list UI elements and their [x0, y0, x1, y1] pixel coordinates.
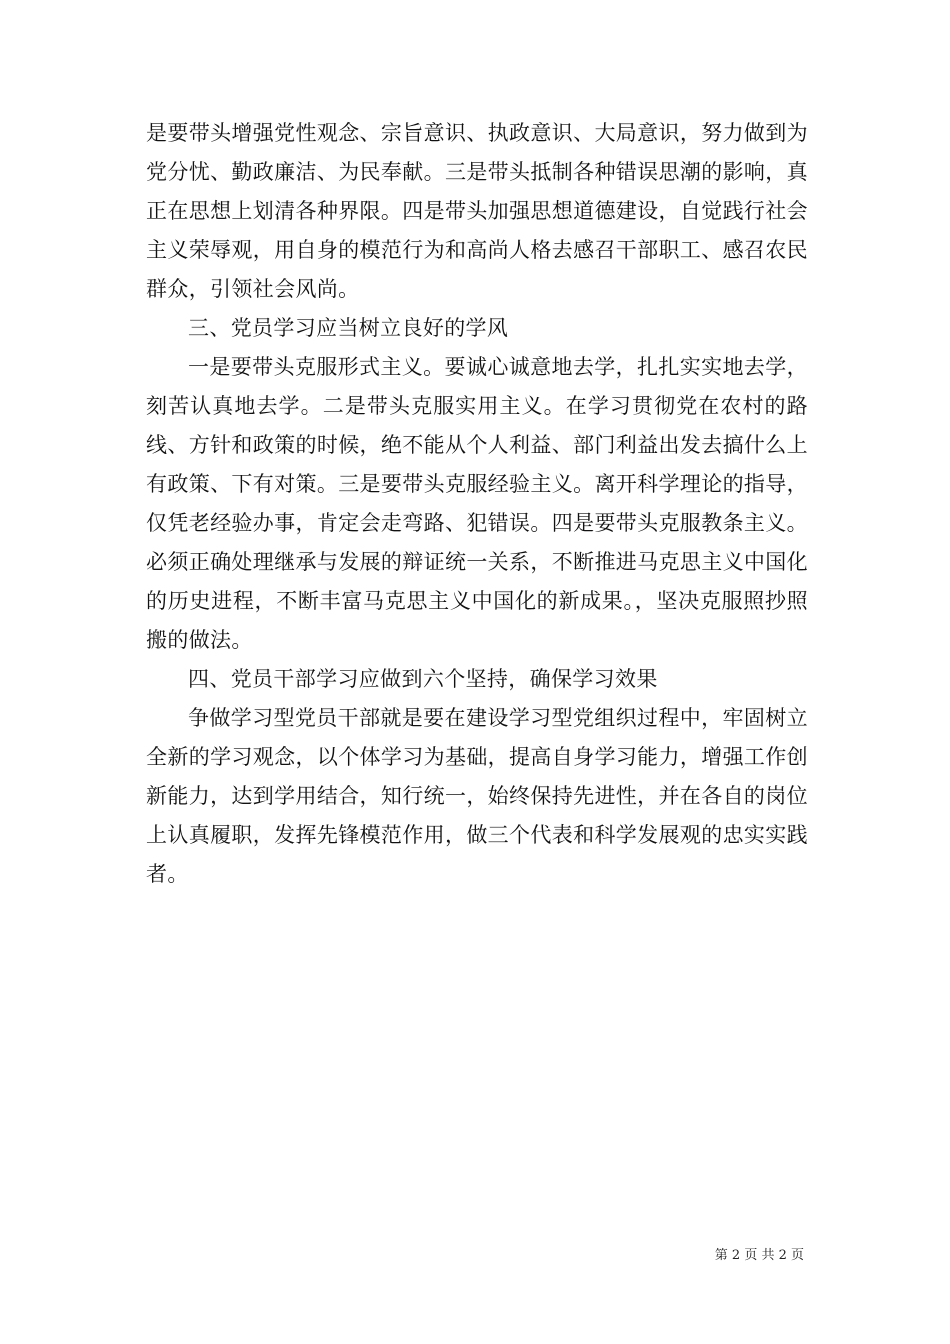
document-body — [146, 114, 808, 894]
page-number-footer: 第 2 页 共 2 页 — [714, 1248, 804, 1263]
body-paragraph-2: 一是要带头克服形式主义。要诚心诚意地去学，扎扎实实地去学，刻苦认真地去学。二是带头克服实用主义。在学习贯彻党在农村的路线、方针和政策的时候，绝不能从个人利益、部门利益出发去搞什么上有政策、下有对策。三是要带头克服经验主义。离开科学理论的指导，仅凭老经验办事，肯定会走弯路、犯错误。四是要带头克服教条主义。必须正确处理继承与发展的辩证统一关系，不断推进马克思主义中国化的历史进程，不断丰富马克思主义中国化的新成果。，坚决克服照抄照搬的做法。 — [146, 355, 808, 652]
body-paragraph-3: 争做学习型党员干部就是要在建设学习型党组织过程中，牢固树立全新的学习观念，以个体学习为基础，提高自身学习能力，增强工作创新能力，达到学用结合，知行统一，始终保持先进性，并在各自的岗位上认真履职，发挥先锋模范作用，做三个代表和科学发展观的忠实实践者。 — [146, 706, 808, 886]
section-heading-3: 三、党员学习应当树立良好的学风 — [188, 316, 509, 340]
section-heading-4: 四、党员干部学习应做到六个坚持，确保学习效果 — [188, 667, 658, 691]
body-paragraph-1: 是要带头增强党性观念、宗旨意识、执政意识、大局意识，努力做到为党分忧、勤政廉洁、为民奉献。三是带头抵制各种错误思潮的影响，真正在思想上划清各种界限。四是带头加强思想道德建设，自觉践行社会主义荣辱观，用自身的模范行为和高尚人格去感召干部职工、感召农民群众，引领社会风尚。 — [146, 121, 808, 301]
